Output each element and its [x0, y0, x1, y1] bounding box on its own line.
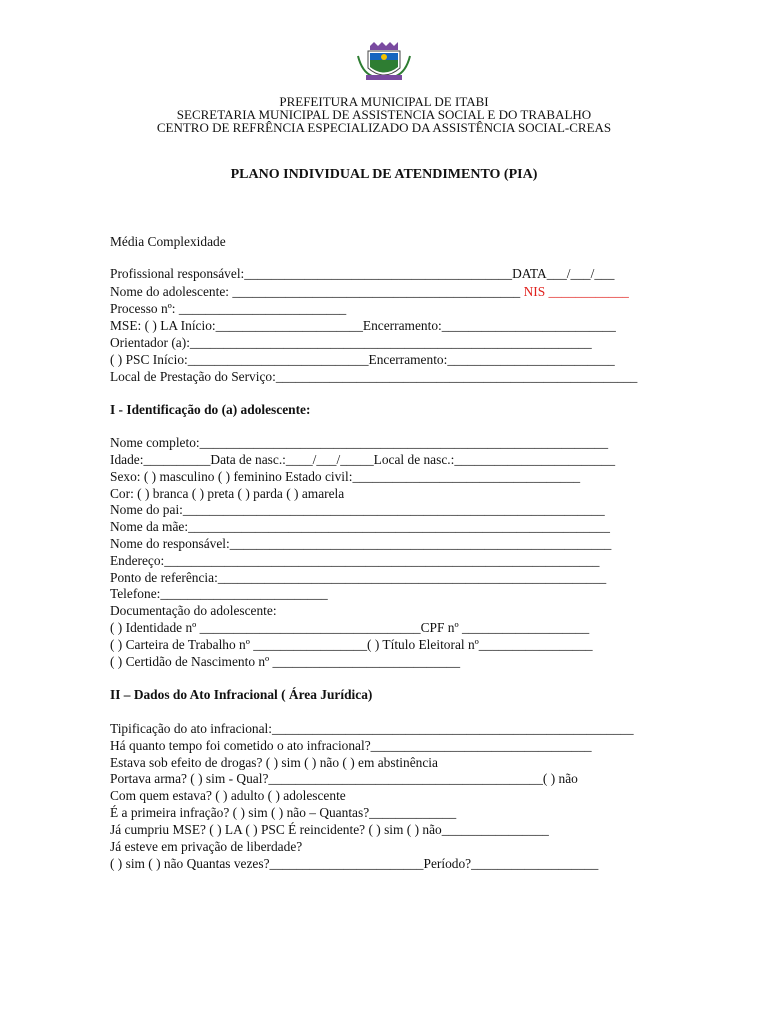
header-secretariat: SECRETARIA MUNICIPAL DE ASSISTENCIA SOCIAL E DO TRABALHO [176, 107, 592, 122]
s1-line[interactable]: Nome do pai:_______________________________________________________________ [110, 502, 605, 517]
s2-line[interactable]: Portava arma? ( ) sim - Qual?_________________________________________( ) não [110, 771, 578, 786]
s2-line[interactable]: Há quanto tempo foi cometido o ato infracional?_________________________________ [110, 738, 592, 753]
s1-line[interactable]: Nome da mãe:_______________________________________________________________ [110, 519, 610, 534]
s1-line[interactable]: Idade:__________Data de nasc.:____/___/_____Local de nasc.:________________________ [110, 452, 616, 467]
field-psc[interactable]: ( ) PSC Início:___________________________Encerramento:_________________________ [110, 352, 615, 367]
s1-line[interactable]: Cor: ( ) branca ( ) preta ( ) parda ( ) amarela [110, 486, 345, 501]
field-local-servico[interactable]: Local de Prestação do Serviço:______________________________________________________ [110, 369, 638, 384]
s2-line[interactable]: Com quem estava? ( ) adulto ( ) adolescente [110, 788, 346, 803]
s2-line[interactable]: É a primeira infração? ( ) sim ( ) não – Quantas?_____________ [110, 805, 457, 820]
s1-line[interactable]: Nome completo:_____________________________________________________________ [110, 435, 609, 450]
nis-field[interactable]: NIS ____________ [523, 284, 629, 299]
complexity-label: Média Complexidade [110, 234, 226, 249]
document-title: PLANO INDIVIDUAL DE ATENDIMENTO (PIA) [230, 167, 538, 182]
s1-line[interactable]: Telefone:_________________________ [110, 586, 328, 601]
s1-line[interactable]: Sexo: ( ) masculino ( ) feminino Estado civil:__________________________________ [110, 469, 581, 484]
s1-line[interactable]: ( ) Carteira de Trabalho nº _________________( ) Título Eleitoral nº_________________ [110, 637, 593, 652]
coat-of-arms-logo [356, 42, 412, 82]
field-profissional[interactable]: Profissional responsável:________________________________________DATA___/___/___ [110, 266, 615, 281]
field-orientador[interactable]: Orientador (a):____________________________________________________________ [110, 335, 592, 350]
s1-line[interactable]: ( ) Certidão de Nascimento nº ____________________________ [110, 654, 461, 669]
s2-line[interactable]: ( ) sim ( ) não Quantas vezes?_______________________Período?___________________ [110, 856, 599, 871]
s1-line[interactable]: Ponto de referência:__________________________________________________________ [110, 570, 607, 585]
header-municipality: PREFEITURA MUNICIPAL DE ITABI [279, 94, 489, 109]
header-center: CENTRO DE REFRÊNCIA ESPECIALIZADO DA ASSISTÊNCIA SOCIAL-CREAS [156, 120, 612, 135]
section2-heading: II – Dados do Ato Infracional ( Área Jurídica) [110, 687, 373, 702]
field-nome-adolescente[interactable] [110, 284, 629, 300]
field-mse[interactable]: MSE: ( ) LA Início:______________________Encerramento:__________________________ [110, 318, 616, 333]
s2-line[interactable]: Estava sob efeito de drogas? ( ) sim ( ) não ( ) em abstinência [110, 755, 438, 770]
s2-line[interactable]: Já cumpriu MSE? ( ) LA ( ) PSC É reincidente? ( ) sim ( ) não________________ [110, 822, 549, 837]
s2-line[interactable]: Tipificação do ato infracional:______________________________________________________ [110, 721, 634, 736]
section1-heading: I - Identificação do (a) adolescente: [110, 402, 311, 417]
s2-line: Já esteve em privação de liberdade? [110, 839, 303, 854]
s1-line[interactable]: Nome do responsável:_________________________________________________________ [110, 536, 612, 551]
nome-adolescente-label: Nome do adolescente: ___________________________________________ [110, 284, 524, 299]
field-processo[interactable]: Processo nº: _________________________ [110, 301, 347, 316]
s1-line[interactable]: Endereço:_________________________________________________________________ [110, 553, 600, 568]
s1-line[interactable]: ( ) Identidade nº _________________________________CPF nº ___________________ [110, 620, 590, 635]
s1-line: Documentação do adolescente: [110, 603, 277, 618]
